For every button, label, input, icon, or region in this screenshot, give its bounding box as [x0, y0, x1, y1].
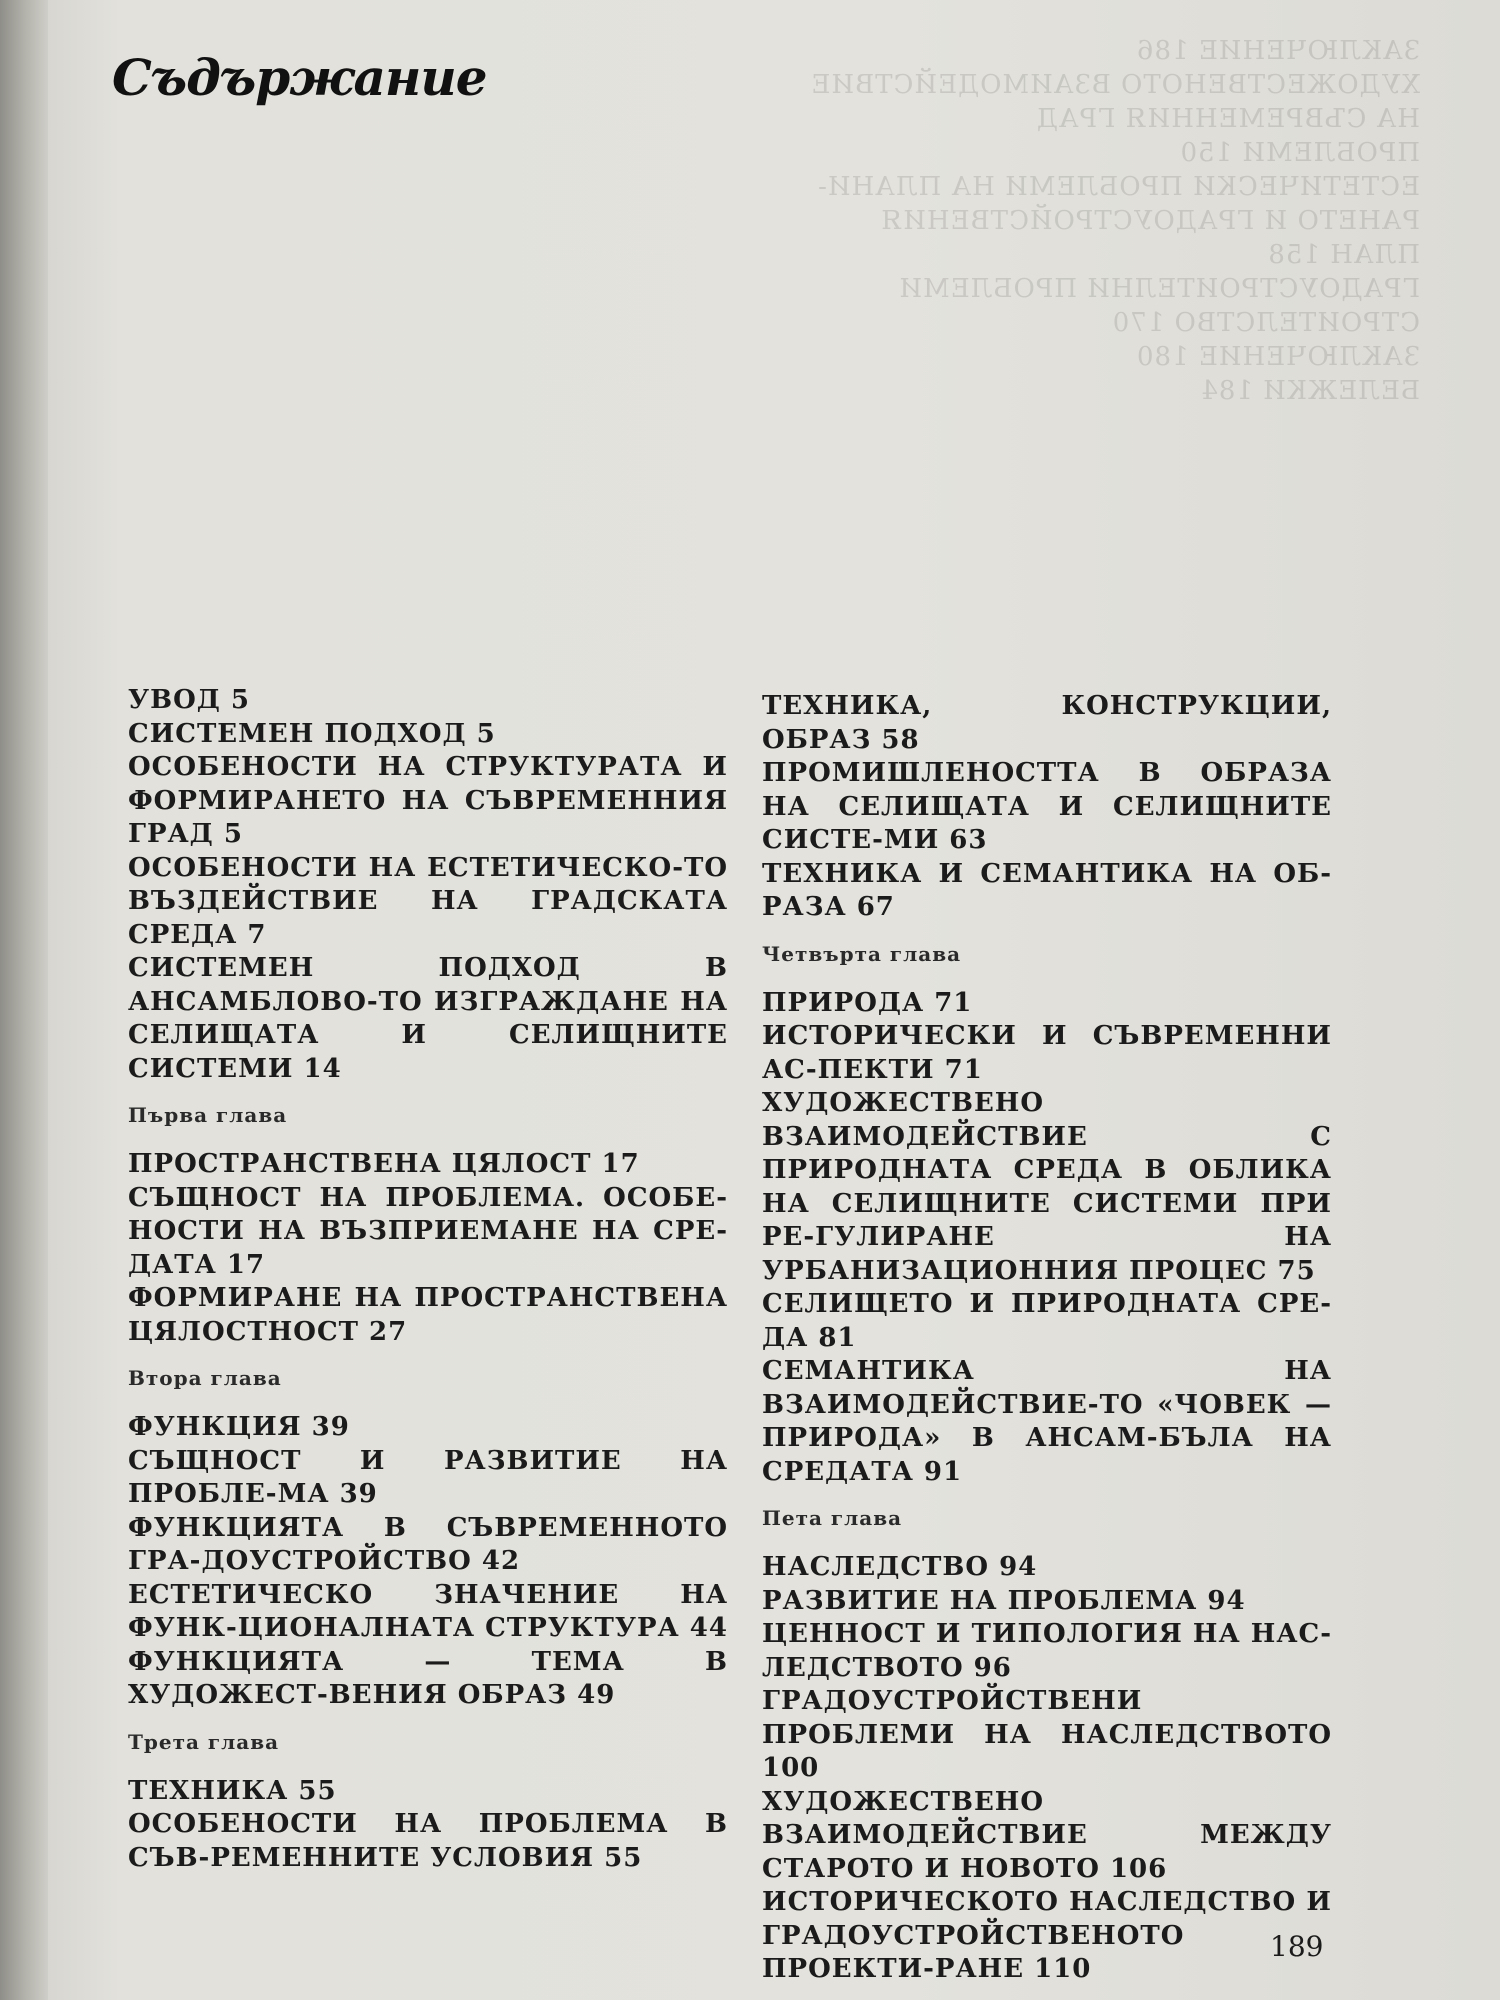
toc-entry: ЦЕННОСТ И ТИПОЛОГИЯ НА НАС-ЛЕДСТВОТО 96 [762, 1619, 1332, 1683]
toc-left-column [128, 684, 728, 1875]
chapter-heading: Пета глава [762, 1506, 903, 1530]
toc-entry: ЕСТЕТИЧЕСКО ЗНАЧЕНИЕ НА ФУНК-ЦИОНАЛНАТА СТРУКТУРА 44 [128, 1579, 728, 1643]
toc-entry: НАСЛЕДСТВО 94 [762, 1552, 1038, 1582]
toc-chapter1-section [128, 1148, 728, 1349]
toc-entry: ТЕХНИКА 55 [128, 1775, 337, 1806]
toc-entry: ОСОБЕНОСТИ НА ПРОБЛЕМА В СЪВ-РЕМЕННИТЕ УСЛОВИЯ 55 [128, 1809, 728, 1873]
chapter-heading: Втора глава [128, 1366, 282, 1390]
toc-entry: УВОД 5 [128, 685, 250, 715]
toc-chapter2-section [128, 1411, 728, 1713]
toc-entry: ФУНКЦИЯ 39 [128, 1412, 350, 1442]
toc-chapter3-continued [762, 690, 1332, 925]
toc-entry: ПРОСТРАНСТВЕНА ЦЯЛОСТ 17 [128, 1149, 640, 1179]
toc-entry: ТЕХНИКА, КОНСТРУКЦИИ, ОБРАЗ 58 [762, 691, 1332, 755]
bleed-through-text: ЗАКЛЮЧЕНИЕ 186 ХУДОЖЕСТВЕНОТО ВЗАИМОДЕЙСТВИЕ НА СЪВРЕМЕННИЯ ГРАД ПРОБЛЕМИ 150 ЕСТЕТИЧЕСКИ ПРОБЛЕМИ НА ПЛАНИ- РАНЕТО И ГРАДОУСТРОЙСТВЕНИЯ ПЛАН 158 ГРАДОУСТРОИТЕЛНИ ПРОБЛЕМИ СТРОИТЕЛСТВО 170 ЗАКЛЮЧЕНИЕ 180 БЕЛЕЖКИ 184 [810, 36, 1420, 406]
toc-entry: ФУНКЦИЯТА — ТЕМА В ХУДОЖЕСТ-ВЕНИЯ ОБРАЗ 49 [128, 1646, 728, 1710]
page-number: 189 [1270, 1930, 1324, 1963]
toc-intro-section [128, 684, 728, 1086]
toc-chapter4-section [762, 987, 1332, 1490]
toc-entry: ИСТОРИЧЕСКИ И СЪВРЕМЕННИ АС-ПЕКТИ 71 [762, 1021, 1332, 1085]
toc-chapter3-section [128, 1775, 728, 1876]
toc-entry: СЕМАНТИКА НА ВЗАИМОДЕЙСТВИЕ-ТО «ЧОВЕК — ПРИРОДА» В АНСАМ-БЪЛА НА СРЕДАТА 91 [762, 1356, 1332, 1487]
toc-entry: ХУДОЖЕСТВЕНО ВЗАИМОДЕЙСТВИЕ МЕЖДУ СТАРОТО И НОВОТО 106 [762, 1786, 1332, 1884]
toc-entry: ГРАДОУСТРОЙСТВЕНИ ПРОБЛЕМИ НА НАСЛЕДСТВОТО 100 [762, 1686, 1332, 1783]
toc-entry: СИСТЕМЕН ПОДХОД 5 [128, 718, 496, 749]
book-spine-shadow [0, 0, 48, 2000]
toc-entry: ПРОМИШЛЕНОСТТА В ОБРАЗА НА СЕЛИЩАТА И СЕЛИЩНИТЕ СИСТЕ-МИ 63 [762, 758, 1332, 855]
chapter-heading: Първа глава [128, 1103, 288, 1127]
toc-entry: ОСОБЕНОСТИ НА СТРУКТУРАТА И ФОРМИРАНЕТО НА СЪВРЕМЕННИЯ ГРАД 5 [128, 752, 728, 849]
chapter-heading: Трета глава [128, 1729, 280, 1754]
toc-entry: ФОРМИРАНЕ НА ПРОСТРАНСТВЕНА ЦЯЛОСТНОСТ 27 [128, 1283, 728, 1347]
toc-entry: РАЗВИТИЕ НА ПРОБЛЕМА 94 [762, 1585, 1246, 1616]
chapter-heading: Четвърта глава [762, 941, 962, 966]
toc-entry: ТЕХНИКА И СЕМАНТИКА НА ОБ-РАЗА 67 [762, 858, 1332, 922]
toc-entry: СЪЩНОСТ НА ПРОБЛЕМА. ОСОБЕ-НОСТИ НА ВЪЗПРИЕМАНЕ НА СРЕ-ДАТА 17 [128, 1182, 728, 1280]
toc-entry: ПРИРОДА 71 [762, 987, 973, 1018]
toc-chapter5-section [762, 1551, 1332, 1987]
toc-entry: СИСТЕМЕН ПОДХОД В АНСАМБЛОВО-ТО ИЗГРАЖДАНЕ НА СЕЛИЩАТА И СЕЛИЩНИТЕ СИСТЕМИ 14 [128, 953, 728, 1084]
toc-entry: ХУДОЖЕСТВЕНО ВЗАИМОДЕЙСТВИЕ С ПРИРОДНАТА СРЕДА В ОБЛИКА НА СЕЛИЩНИТЕ СИСТЕМИ ПРИ РЕ-ГУЛИРАНЕ НА УРБАНИЗАЦИОННИЯ ПРОЦЕС 75 [762, 1088, 1332, 1286]
toc-entry: СЪЩНОСТ И РАЗВИТИЕ НА ПРОБЛЕ-МА 39 [128, 1445, 728, 1509]
toc-entry: ИСТОРИЧЕСКОТО НАСЛЕДСТВО И ГРАДОУСТРОЙСТВЕНОТО ПРОЕКТИ-РАНЕ 110 [762, 1887, 1332, 1984]
toc-entry: ФУНКЦИЯТА В СЪВРЕМЕННОТО ГРА-ДОУСТРОЙСТВО 42 [128, 1512, 728, 1576]
toc-right-column [762, 690, 1332, 1987]
toc-entry: СЕЛИЩЕТО И ПРИРОДНАТА СРЕ-ДА 81 [762, 1289, 1332, 1353]
toc-entry: ОСОБЕНОСТИ НА ЕСТЕТИЧЕСКО-ТО ВЪЗДЕЙСТВИЕ НА ГРАДСКАТА СРЕДА 7 [128, 852, 728, 950]
page-title: Съдържание [112, 48, 487, 107]
